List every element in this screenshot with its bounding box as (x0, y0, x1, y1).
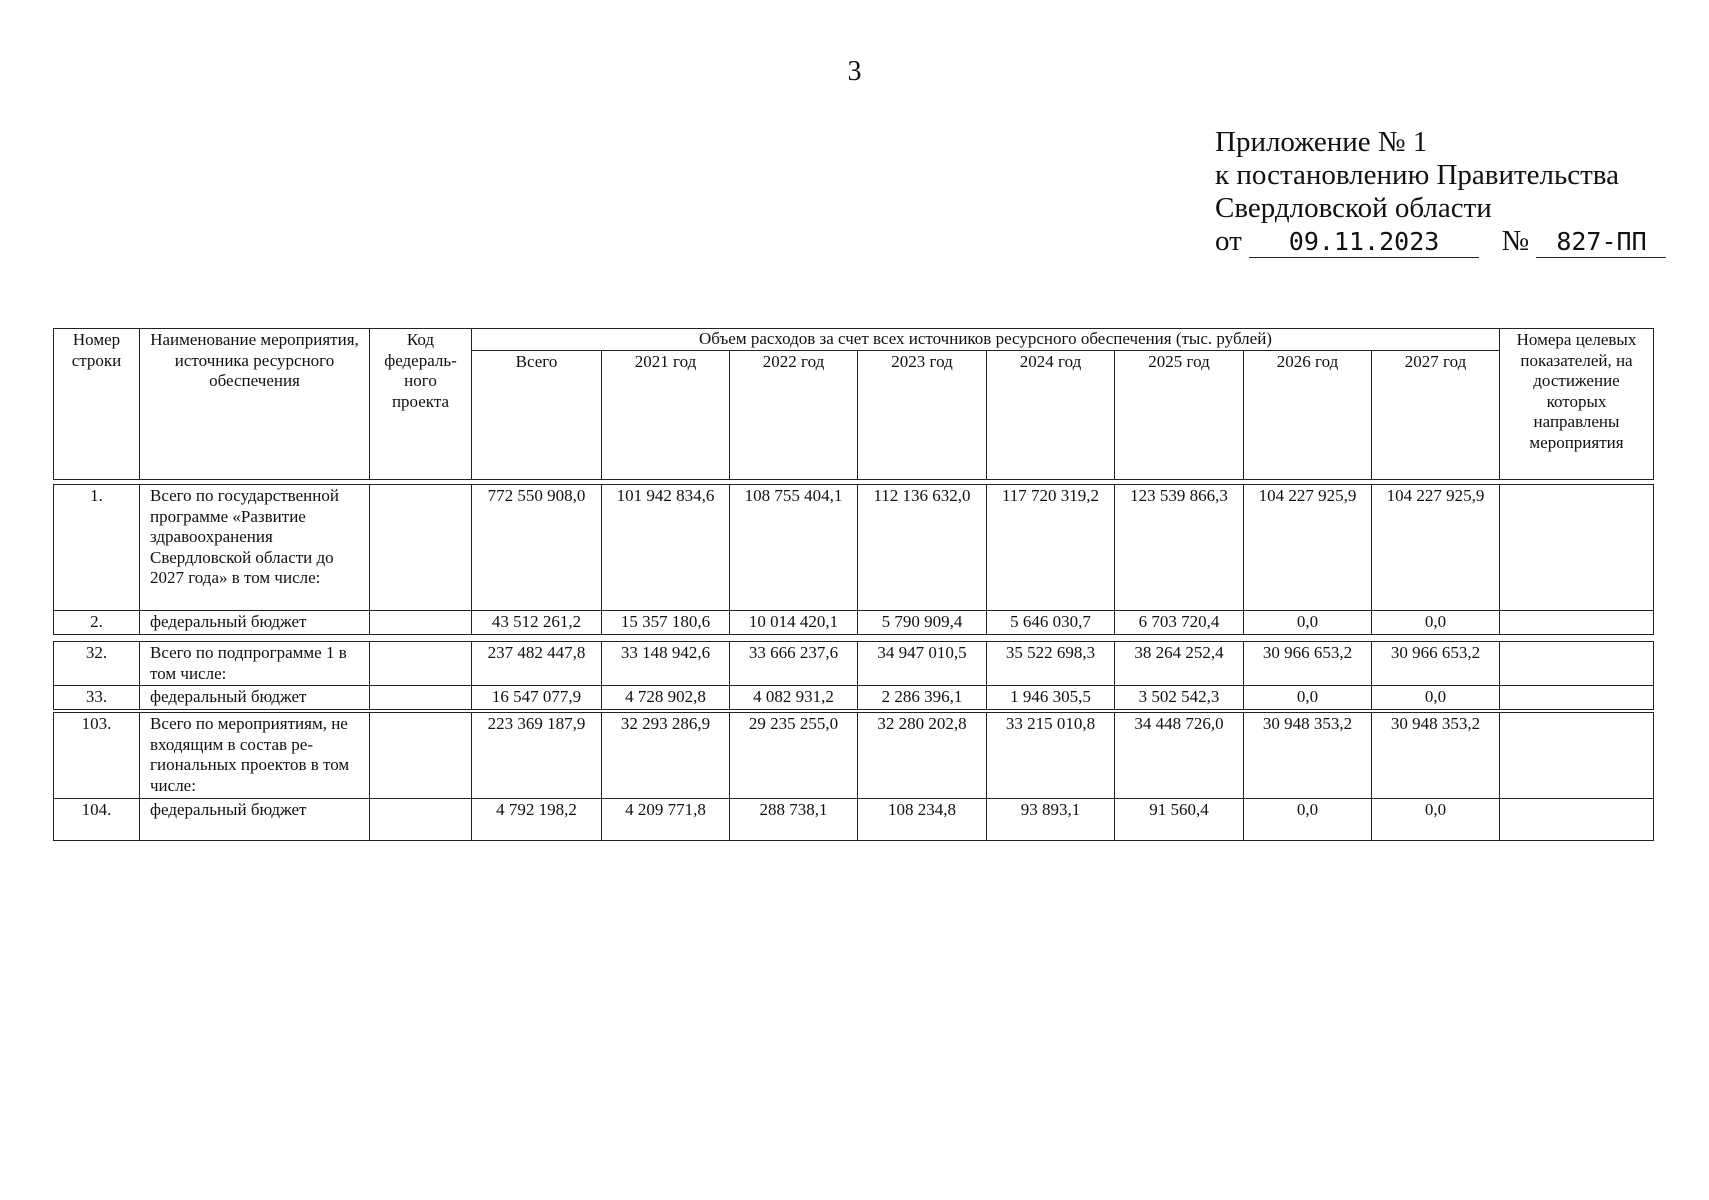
table-row (54, 799, 1654, 841)
row-2025: 3 502 542,3 (1115, 686, 1244, 710)
row-targets (1500, 642, 1654, 686)
header-2025: 2025 год (1115, 351, 1244, 480)
row-code (370, 642, 472, 686)
table-row (54, 642, 1654, 686)
row-2022: 10 014 420,1 (730, 611, 858, 635)
row-2023: 5 790 909,4 (858, 611, 987, 635)
date-value: 09.11.2023 (1249, 227, 1479, 258)
row-name: федеральный бюджет (140, 799, 370, 841)
row-name: федеральный бюджет (140, 686, 370, 710)
row-2027: 0,0 (1372, 686, 1500, 710)
row-targets (1500, 485, 1654, 611)
row-2022: 108 755 404,1 (730, 485, 858, 611)
row-targets (1500, 799, 1654, 841)
row-number: 2. (54, 611, 140, 635)
appendix-title: Приложение № 1 (1215, 126, 1428, 158)
date-prefix: от (1215, 225, 1242, 257)
row-2022: 4 082 931,2 (730, 686, 858, 710)
row-2024: 5 646 030,7 (987, 611, 1115, 635)
appendix-header (1215, 126, 1666, 258)
row-2021: 32 293 286,9 (602, 713, 730, 799)
row-2024: 93 893,1 (987, 799, 1115, 841)
row-2022: 33 666 237,6 (730, 642, 858, 686)
row-targets (1500, 611, 1654, 635)
row-code (370, 686, 472, 710)
table-block-3 (53, 712, 1654, 841)
row-2024: 33 215 010,8 (987, 713, 1115, 799)
row-2025: 123 539 866,3 (1115, 485, 1244, 611)
row-2027: 30 948 353,2 (1372, 713, 1500, 799)
row-code (370, 713, 472, 799)
row-2022: 288 738,1 (730, 799, 858, 841)
row-2026: 0,0 (1244, 799, 1372, 841)
row-2024: 1 946 305,5 (987, 686, 1115, 710)
table-block-2 (53, 641, 1654, 710)
row-2021: 101 942 834,6 (602, 485, 730, 611)
row-name: Всего по мероприятиям, не входящим в состав ре-гиональных проектов в том числе: (140, 713, 370, 799)
table-row (54, 485, 1654, 611)
header-2021: 2021 год (602, 351, 730, 480)
row-2024: 35 522 698,3 (987, 642, 1115, 686)
row-2022: 29 235 255,0 (730, 713, 858, 799)
row-total: 772 550 908,0 (472, 485, 602, 611)
row-code (370, 611, 472, 635)
row-2023: 2 286 396,1 (858, 686, 987, 710)
row-2027: 0,0 (1372, 799, 1500, 841)
header-row-number: Номер строки (54, 329, 140, 480)
table-row (54, 686, 1654, 710)
table-row (54, 611, 1654, 635)
row-2026: 0,0 (1244, 611, 1372, 635)
table-header (53, 328, 1654, 480)
row-2021: 4 728 902,8 (602, 686, 730, 710)
row-2025: 91 560,4 (1115, 799, 1244, 841)
row-2021: 4 209 771,8 (602, 799, 730, 841)
row-2023: 34 947 010,5 (858, 642, 987, 686)
row-total: 237 482 447,8 (472, 642, 602, 686)
row-number: 104. (54, 799, 140, 841)
header-code: Код федераль-ного проекта (370, 329, 472, 480)
table-block-1 (53, 484, 1654, 635)
row-2026: 30 948 353,2 (1244, 713, 1372, 799)
row-code (370, 485, 472, 611)
header-expenses: Объем расходов за счет всех источников ресурсного обеспечения (тыс. рублей) (472, 329, 1500, 351)
row-2023: 112 136 632,0 (858, 485, 987, 611)
header-name: Наименование мероприятия, источника ресурсного обеспечения (140, 329, 370, 480)
row-name: Всего по государственной программе «Развитие здравоохранения Свердловской области до 2027 года» в том числе: (140, 485, 370, 611)
row-name: Всего по подпрограмме 1 в том числе: (140, 642, 370, 686)
table-row (54, 713, 1654, 799)
row-2023: 32 280 202,8 (858, 713, 987, 799)
row-number: 103. (54, 713, 140, 799)
header-total: Всего (472, 351, 602, 480)
row-number: 1. (54, 485, 140, 611)
row-2027: 104 227 925,9 (1372, 485, 1500, 611)
appendix-decree: к постановлению Правительства (1215, 159, 1619, 191)
row-2025: 6 703 720,4 (1115, 611, 1244, 635)
row-total: 16 547 077,9 (472, 686, 602, 710)
row-number: 32. (54, 642, 140, 686)
row-name: федеральный бюджет (140, 611, 370, 635)
row-2021: 33 148 942,6 (602, 642, 730, 686)
page-number: 3 (847, 56, 862, 87)
header-2026: 2026 год (1244, 351, 1372, 480)
row-2026: 104 227 925,9 (1244, 485, 1372, 611)
header-2023: 2023 год (858, 351, 987, 480)
row-2026: 0,0 (1244, 686, 1372, 710)
row-targets (1500, 713, 1654, 799)
row-2027: 30 966 653,2 (1372, 642, 1500, 686)
row-2021: 15 357 180,6 (602, 611, 730, 635)
row-targets (1500, 686, 1654, 710)
row-2027: 0,0 (1372, 611, 1500, 635)
appendix-date-line (1215, 225, 1666, 258)
row-total: 223 369 187,9 (472, 713, 602, 799)
row-total: 43 512 261,2 (472, 611, 602, 635)
row-2026: 30 966 653,2 (1244, 642, 1372, 686)
header-2027: 2027 год (1372, 351, 1500, 480)
row-code (370, 799, 472, 841)
appendix-region: Свердловской области (1215, 192, 1492, 224)
number-prefix: № (1501, 225, 1530, 257)
row-2025: 38 264 252,4 (1115, 642, 1244, 686)
row-total: 4 792 198,2 (472, 799, 602, 841)
header-2022: 2022 год (730, 351, 858, 480)
row-2025: 34 448 726,0 (1115, 713, 1244, 799)
header-targets: Номера целевых показателей, на достижение которых направлены мероприятия (1500, 329, 1654, 480)
header-2024: 2024 год (987, 351, 1115, 480)
row-2024: 117 720 319,2 (987, 485, 1115, 611)
number-value: 827-ПП (1536, 227, 1666, 258)
row-number: 33. (54, 686, 140, 710)
row-2023: 108 234,8 (858, 799, 987, 841)
